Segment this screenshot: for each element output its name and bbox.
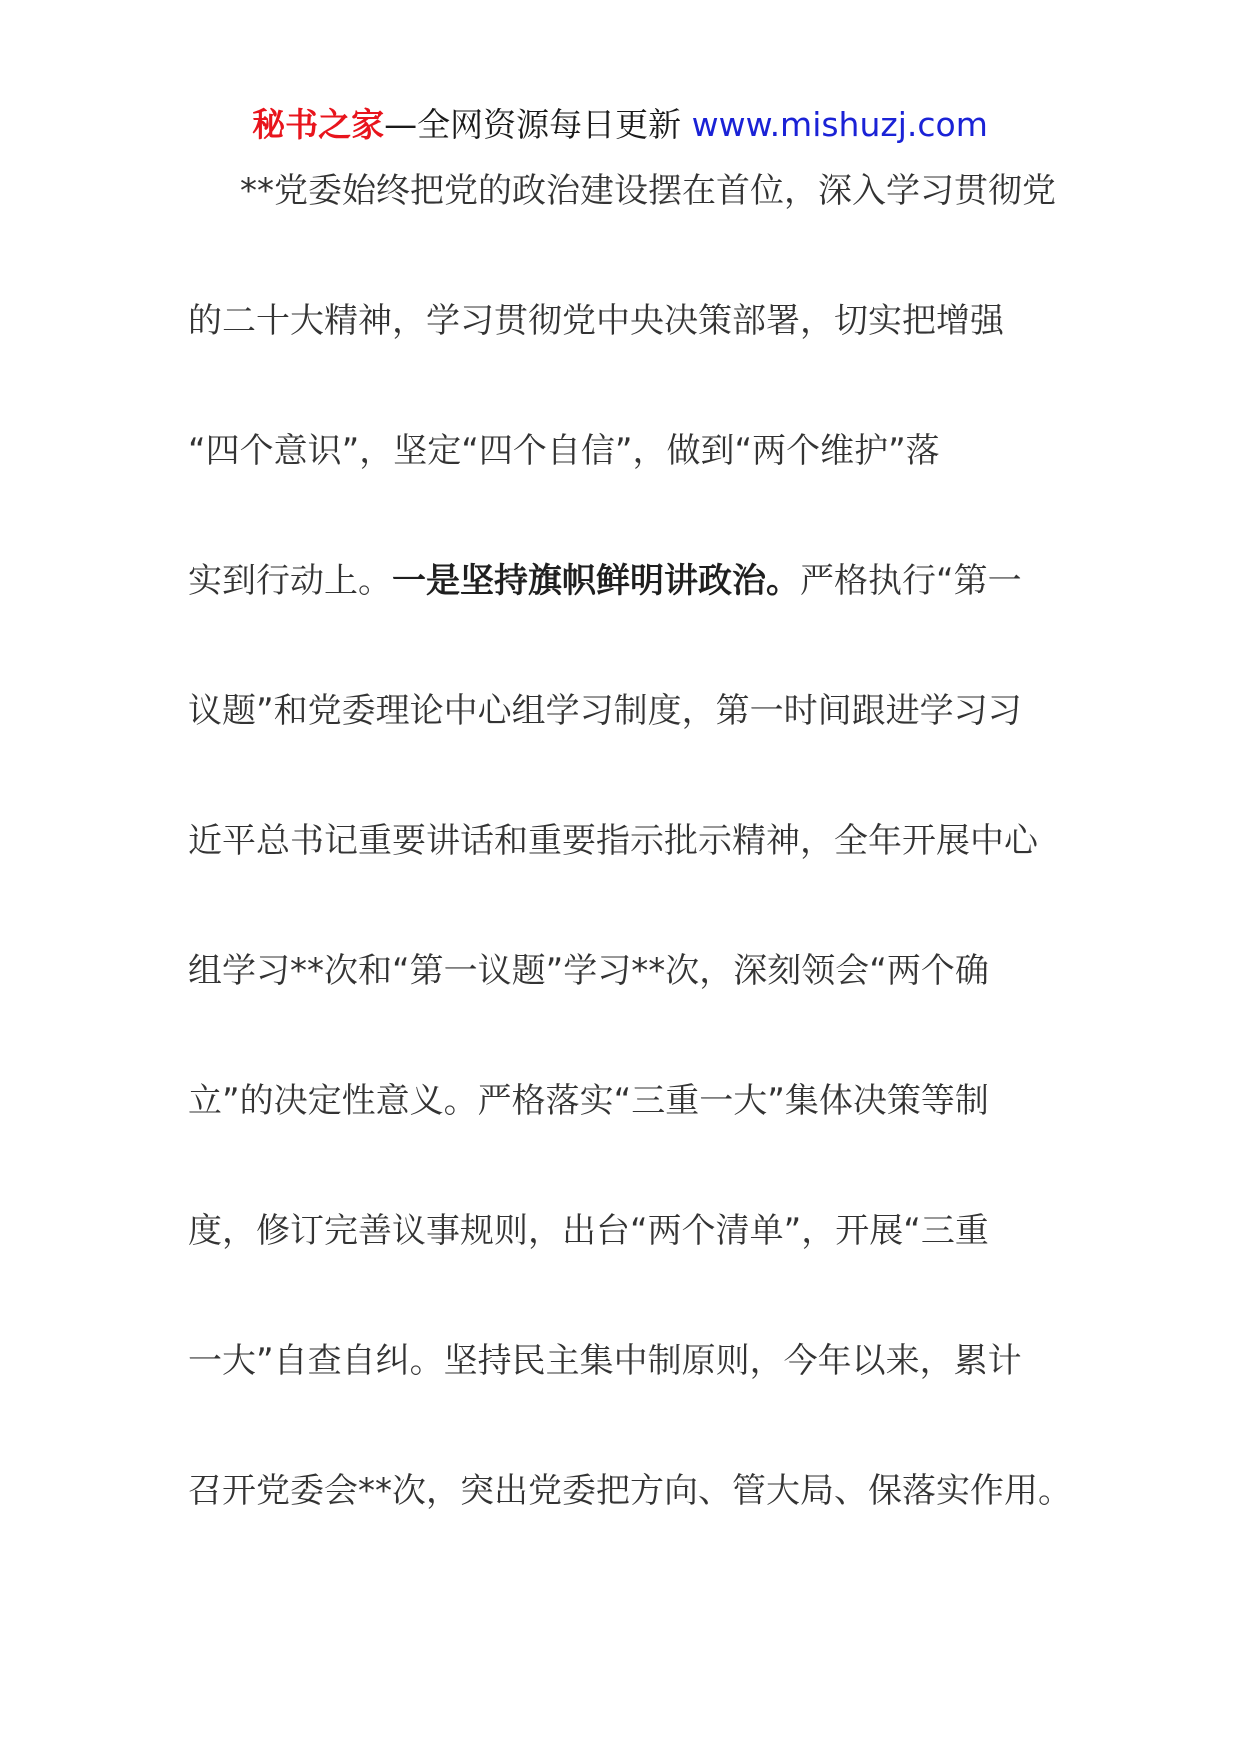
site-header	[0, 100, 1240, 150]
header-slogan: —全网资源每日更新	[384, 105, 682, 144]
paragraph-line: 近平总书记重要讲话和重要指示批示精神，全年开展中心	[188, 821, 1038, 861]
site-url-link[interactable]: www.mishuzj.com	[691, 105, 988, 144]
brand-name: 秘书之家	[252, 105, 385, 144]
paragraph-line: 度，修订完善议事规则，出台“两个清单”，开展“三重	[188, 1211, 989, 1251]
paragraph-line: 议题”和党委理论中心组学习制度，第一时间跟进学习习	[188, 691, 1022, 731]
paragraph-line-with-heading	[188, 550, 1068, 680]
paragraph-line: 立”的决定性意义。严格落实“三重一大”集体决策等制	[188, 1081, 989, 1121]
paragraph-line: 的二十大精神，学习贯彻党中央决策部署，切实把增强	[188, 301, 1004, 341]
paragraph-line: 组学习**次和“第一议题”学习**次，深刻领会“两个确	[188, 951, 989, 991]
paragraph-line: 召开党委会**次，突出党委把方向、管大局、保落实作用。	[188, 1471, 1072, 1511]
line-text-before: 实到行动上。	[188, 561, 392, 601]
paragraph-line: “四个意识”，坚定“四个自信”，做到“两个维护”落	[188, 431, 940, 471]
paragraph-line: **党委始终把党的政治建设摆在首位，深入学习贯彻党	[240, 171, 1056, 211]
line-text-after: 严格执行“第一	[800, 561, 1022, 601]
bold-subheading: 一是坚持旗帜鲜明讲政治。	[392, 561, 800, 601]
paragraph-line: 一大”自查自纠。坚持民主集中制原则，今年以来，累计	[188, 1341, 1022, 1381]
document-paragraph	[188, 160, 1072, 1590]
